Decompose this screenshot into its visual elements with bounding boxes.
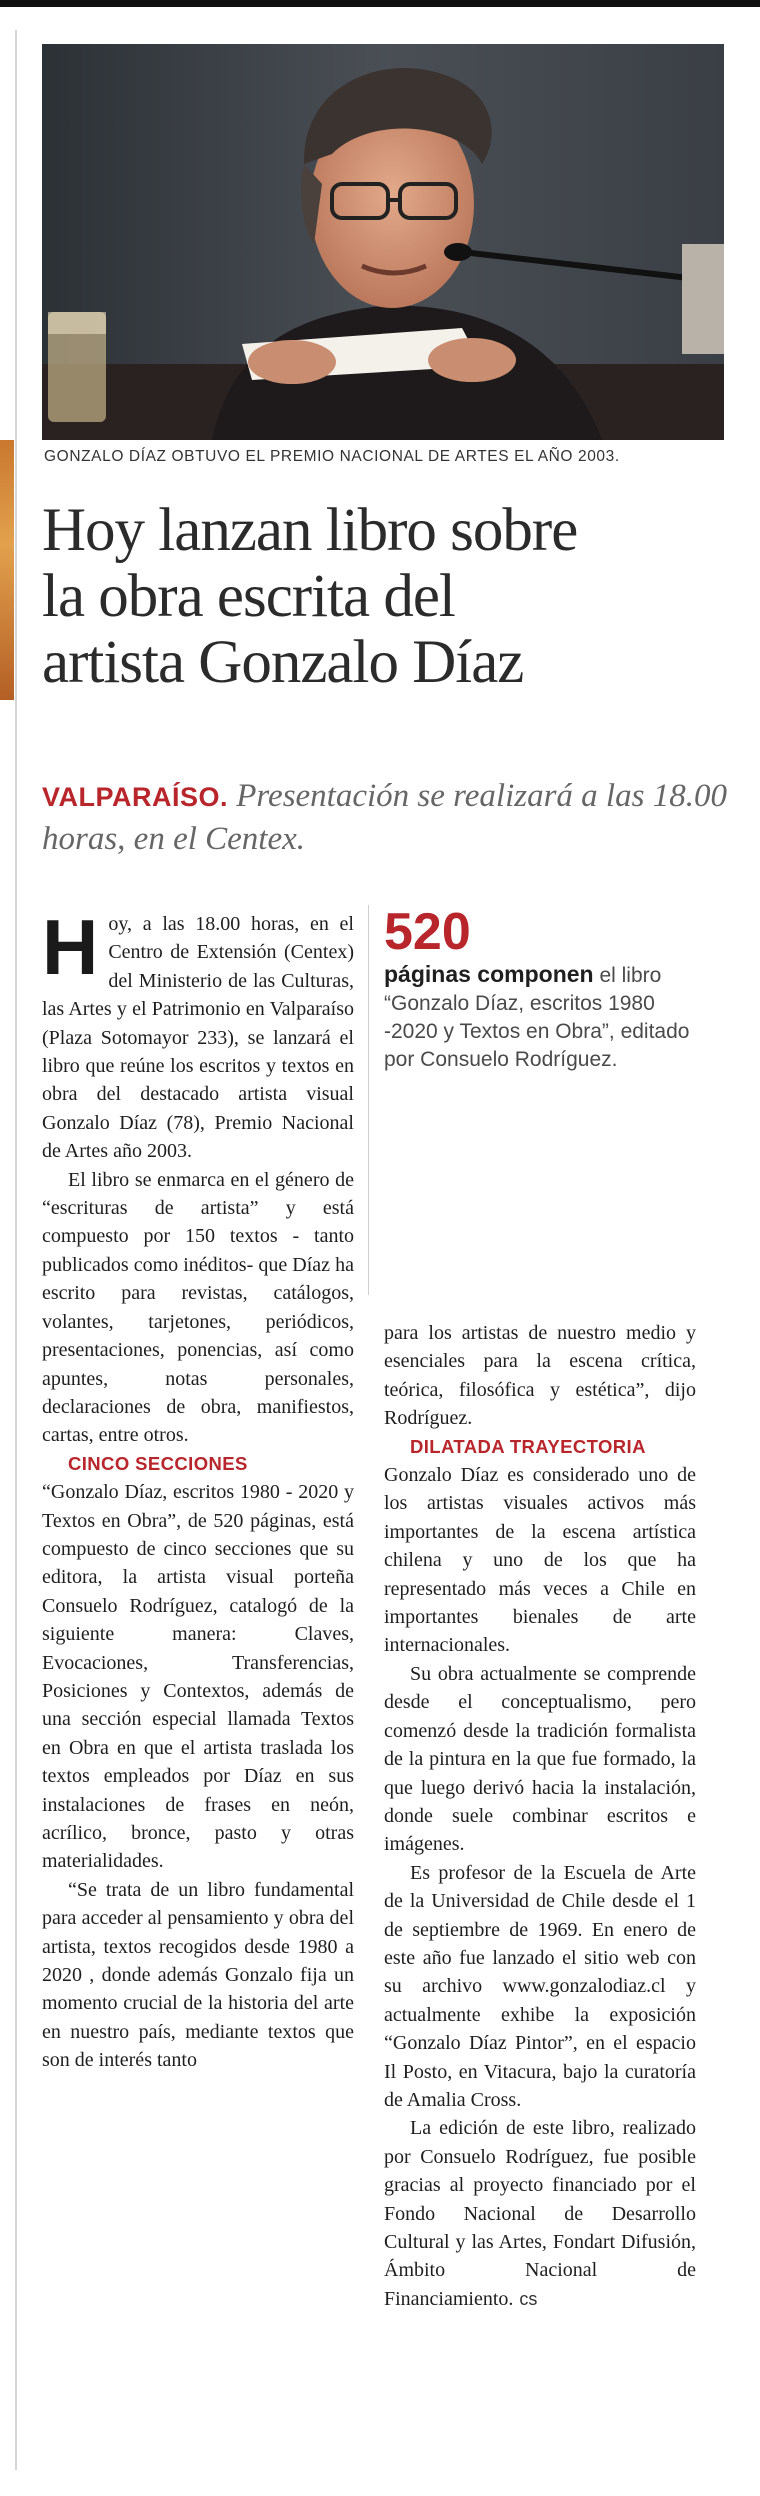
article-photo (42, 44, 724, 440)
headline-line: artista Gonzalo Díaz (42, 629, 524, 696)
end-mark: cs (519, 2288, 538, 2309)
deck (42, 775, 732, 860)
subhead: CINCO SECCIONES (68, 1452, 248, 1474)
deck-text: Presentación se realizará a las 18.00 horas, en el Centex. (42, 778, 727, 857)
adjacent-photo-fragment (0, 440, 14, 700)
top-rule (0, 0, 760, 7)
stat-text (384, 960, 704, 1074)
photo-caption: GONZALO DÍAZ OBTUVO EL PREMIO NACIONAL DE ARTES EL AÑO 2003. (44, 448, 620, 465)
subhead: DILATADA TRAYECTORIA (410, 1435, 646, 1457)
article-column-left (42, 903, 354, 2075)
article-paragraph: para los artistas de nuestro medio y esenciales para la escena crítica, teórica, filosófica y estética”, dijo Rodríguez. (384, 1322, 696, 1430)
article-paragraph: Es profesor de la Escuela de Arte de la Universidad de Chile desde el 1 de septiembre de 1969. En enero de este año fue lanzado el sitio web con su archivo www.gonzalodiaz.cl y actualmente exhibe la exposición “Gonzalo Díaz Pintor”, en el espacio Il Posto, en Vitacura, bajo la curatoría de Amalia Cross. (384, 1861, 696, 2111)
article-paragraph: “Se trata de un libro fundamental para acceder al pensamiento y obra del artista, textos recogidos desde 1980 a 2020 , donde además Gonzalo fija un momento crucial de la historia del arte en nuestro país, mediante textos que son de interés tanto (42, 1878, 354, 2072)
stat-body: el libro “Gonzalo Díaz, escritos 1980 -2020 y Textos en Obra”, editado por Consuelo Rodríguez. (384, 964, 690, 1071)
stat-box (384, 904, 704, 1074)
stat-number: 520 (384, 903, 471, 961)
portrait-illustration (42, 44, 724, 440)
headline-line: la obra escrita del (42, 563, 455, 630)
deck-kicker: VALPARAÍSO. (42, 782, 229, 812)
stat-lead: páginas componen (384, 961, 594, 987)
paragraph-text: oy, a las 18.00 horas, en el Centro de Extensión (Centex) del Ministerio de las Culturas, las Artes y el Patrimonio en Valparaíso (Plaza Sotomayor 233), se lanzará el libro que reúne los escritos y textos en obra del destacado artista visual Gonzalo Díaz (78), Premio Nacional de Artes año 2003. (42, 913, 354, 1163)
article-paragraph: “Gonzalo Díaz, escritos 1980 - 2020 y Textos en Obra”, de 520 páginas, está compuesto de cinco secciones que su editora, la artista visual porteña Consuelo Rodríguez, catalogó de la siguiente manera: Claves, Evocaciones, Transferencias, Posiciones y Contextos, además de una sección especial llamada Textos en Obra en que el artista traslada los textos empleados por Díaz en sus instalaciones de frases en neón, acrílico, bronce, pasto y otras materialidades. (42, 1481, 354, 1873)
paragraph-text: La edición de este libro, realizado por Consuelo Rodríguez, fue posible gracias al proyecto financiado por el Fondo Nacional de Desarrollo Cultural y las Artes, Fondart Difusión, Ámbito Nacional de Financiamiento. (384, 2117, 696, 2310)
headline-line: Hoy lanzan libro sobre (42, 497, 578, 564)
article-paragraph (384, 2114, 696, 2313)
article-paragraph: Gonzalo Díaz es considerado uno de los artistas visuales activos más importantes de la escena artística chilena y uno de los que ha representado más veces a Chile en importantes bienales de arte internacionales. (384, 1464, 696, 1657)
article-paragraph: Su obra actualmente se comprende desde el conceptualismo, pero comenzó desde la tradición formalista de la pintura en la que fue formado, la que luego derivó hacia la instalación, donde suele combinar escritos e imágenes. (384, 1662, 696, 1856)
headline (42, 498, 732, 696)
article-column-right (384, 1319, 696, 2313)
stat-divider (368, 905, 369, 1295)
drop-cap: H (42, 903, 99, 991)
article-paragraph (42, 903, 354, 1166)
article-paragraph: El libro se enmarca en el género de “escrituras de artista” y está compuesto por 150 textos - tanto publicados como inéditos- que Díaz ha escrito para revistas, catálogos, volantes, tarjetones, periódicos, presentaciones, ponencias, así como apuntes, notas personales, declaraciones de obra, manifiestos, cartas, entre otros. (42, 1168, 354, 1447)
column-divider (15, 30, 17, 2470)
